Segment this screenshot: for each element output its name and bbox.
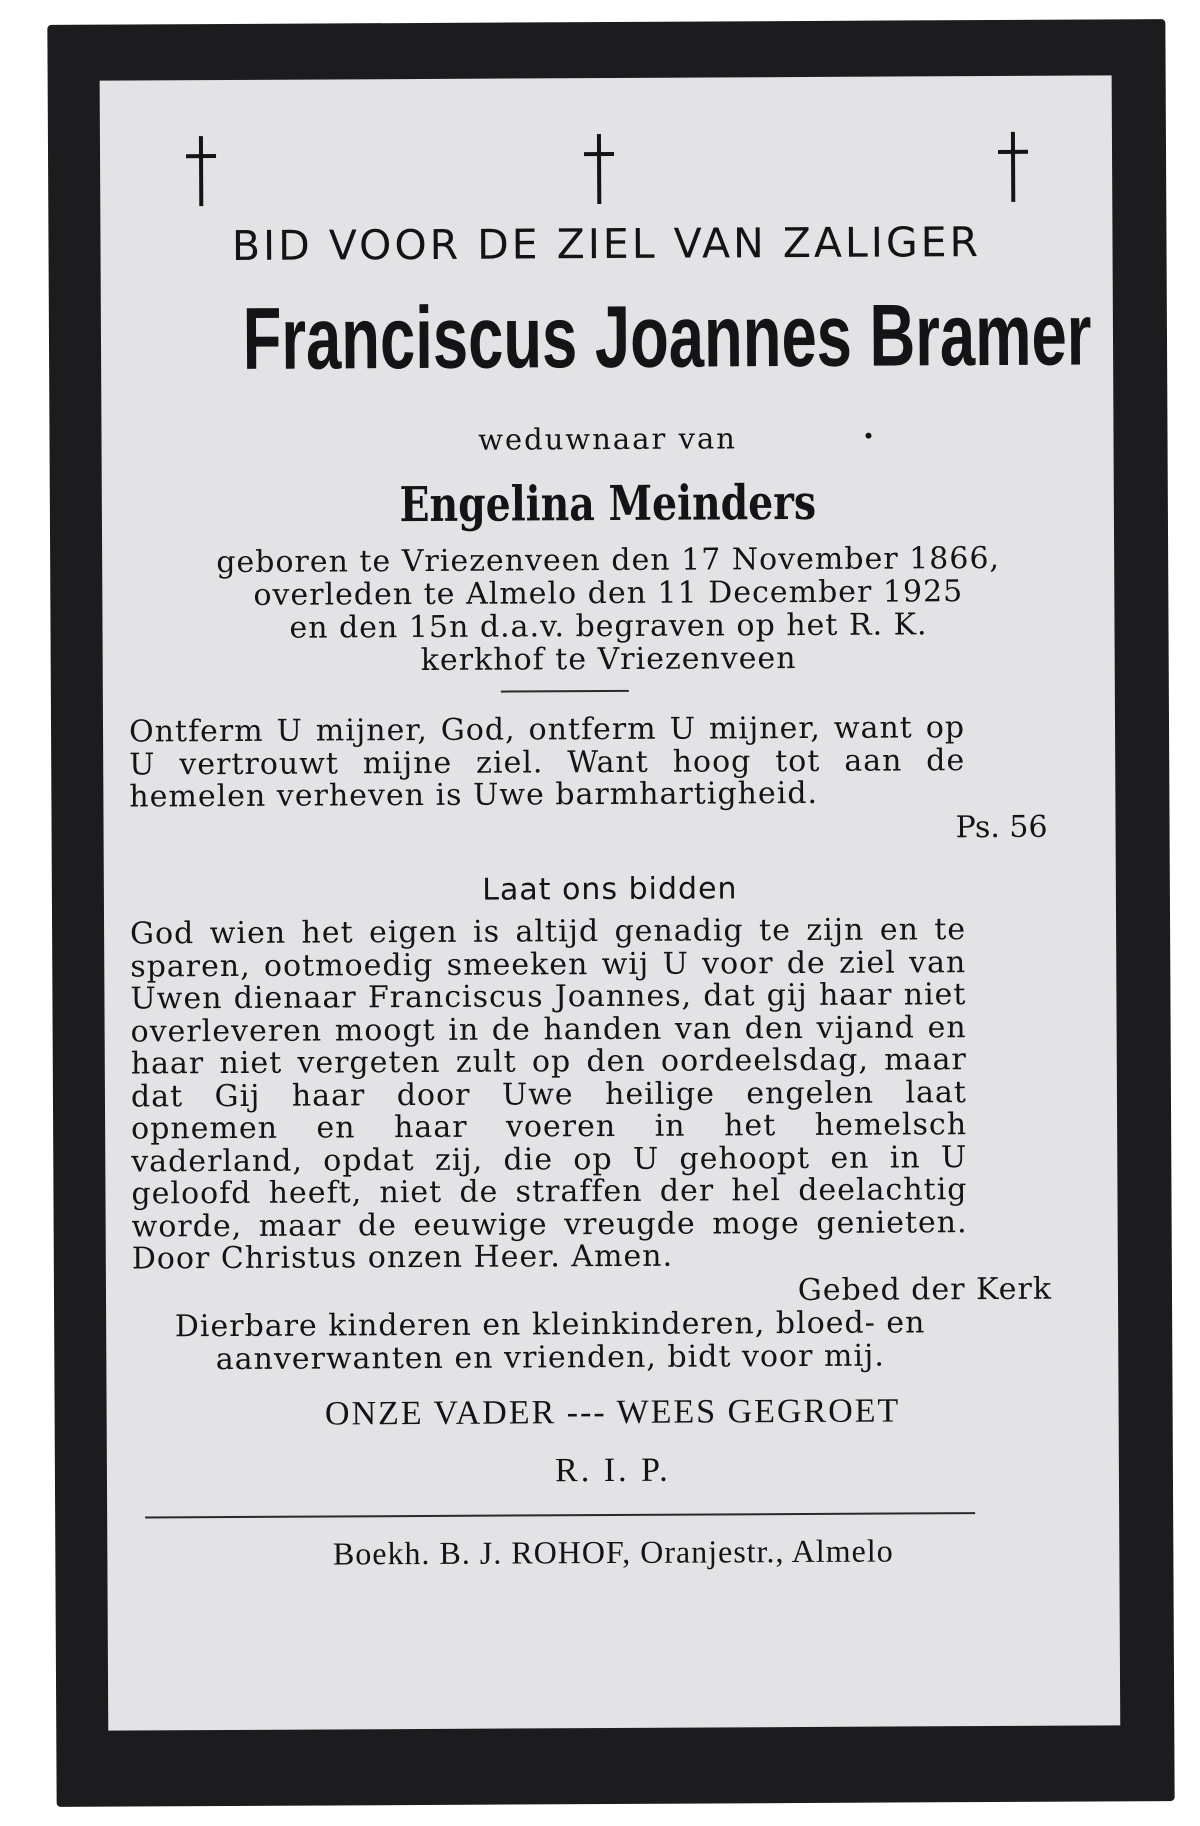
crosses-row (100, 131, 1112, 216)
psalm-text: Ontferm U mijner, God, ontferm U mijner, want op U vertrouwt mijne ziel. Want hoog tot aan de hemelen verheven is Uwe barmhartigheid. (128, 710, 966, 815)
prayer-heading: Laat ons bidden (482, 871, 738, 908)
memorial-card-paper (100, 75, 1121, 1730)
deceased-name: Franciscus Joannes Bramer (242, 284, 1092, 388)
psalm-reference: Ps. 56 (955, 809, 1048, 846)
cross-icon (186, 136, 216, 206)
biography (102, 541, 1115, 678)
memorial-card-border (47, 19, 1174, 1807)
closing-line: Dierbare kinderen en kleinkinderen, bloed- en (174, 1305, 926, 1345)
marital-status: weduwnaar van (478, 421, 737, 457)
closing-request (132, 1306, 968, 1376)
closing-line: aanverwanten en vrienden, bidt voor mij. (215, 1338, 885, 1378)
bio-line: kerkhof te Vriezenveen (420, 641, 797, 678)
prayers-line: ONZE VADER --- WEES GEGROET (324, 1392, 901, 1433)
bio-line: en den 15n d.a.v. begraven op het R. K. (289, 607, 928, 646)
printer-imprint: Boekh. B. J. ROHOF, Oranjestr., Almelo (332, 1532, 894, 1572)
divider (501, 690, 629, 693)
spouse-name: Engelina Meinders (399, 474, 817, 534)
prayer-text: God wien het eigen is altijd genadig te zijn en te sparen, ootmoedig smeeken wij U voor de ziel van Uwen dienaar Franciscus Joannes, dat gij haar niet overleveren moogt in de handen van den vijand en haar niet vergeten zult op den oordeelsdag, maar dat Gij haar door Uwe heilige engelen laat opnemen en haar voeren in het hemelsch vaderland, opdat zij, die op U gehoopt en in U geloofd heeft, niet de straffen der hel deelachtig worde, maar de eeuwige vreugde moge genieten. Door Christus onzen Heer. Amen. (130, 912, 968, 1277)
rip-line: R. I. P. (554, 1451, 671, 1490)
bio-line: overleden te Almelo den 11 December 1925 (253, 574, 964, 613)
footer-divider (145, 1512, 975, 1518)
cross-icon (998, 132, 1028, 202)
prayer-reference: Gebed der Kerk (797, 1271, 1053, 1309)
invocation-heading: BID VOOR DE ZIEL VAN ZALIGER (231, 218, 982, 270)
ink-speck (865, 433, 871, 439)
bio-line: geboren te Vriezenveen den 17 November 1866, (216, 540, 1001, 581)
cross-icon (584, 134, 614, 204)
